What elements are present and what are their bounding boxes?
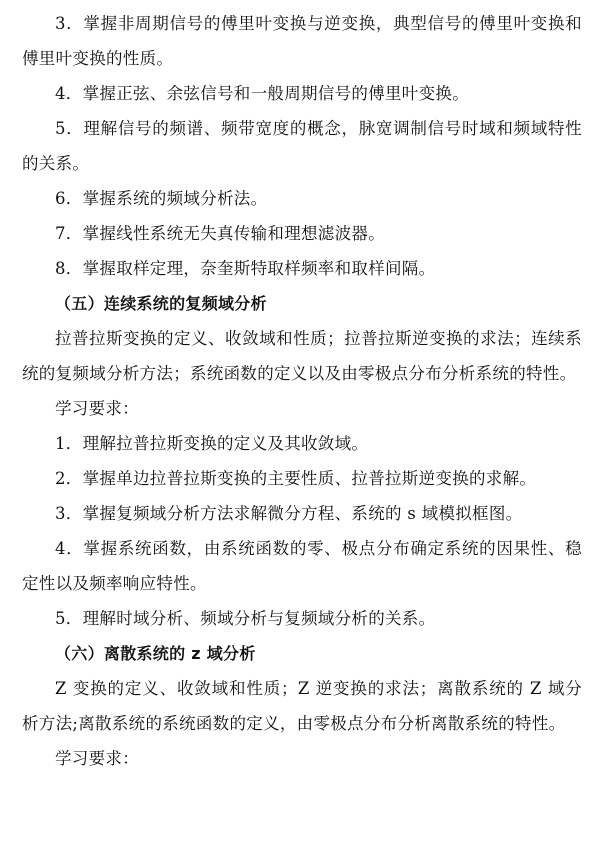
section-5-summary: 拉普拉斯变换的定义、收敛域和性质；拉普拉斯逆变换的求法；连续系统的复频域分析方法；系统函数的定义以及由零极点分布分析系统的特性。 (22, 329, 582, 383)
list-item-2: 2．掌握单边拉普拉斯变换的主要性质、拉普拉斯逆变换的求解。 (55, 469, 537, 488)
list-item-5: 5．理解信号的频谱、频带宽度的概念，脉宽调制信号时域和频域特性的关系。 (22, 119, 582, 173)
list-item-1: 1．理解拉普拉斯变换的定义及其收敛域。 (55, 434, 369, 453)
section-heading-6: （六）离散系统的 z 域分析 (55, 644, 256, 663)
list-item-3: 3．掌握非周期信号的傅里叶变换与逆变换，典型信号的傅里叶变换和傅里叶变换的性质。 (22, 14, 582, 68)
list-item-8: 8．掌握取样定理，奈奎斯特取样频率和取样间隔。 (55, 259, 436, 278)
list-item-5b: 5．理解时域分析、频域分析与复频域分析的关系。 (55, 609, 436, 628)
learning-requirements-label: 学习要求： (55, 399, 139, 418)
list-item-4b: 4．掌握系统函数，由系统函数的零、极点分布确定系统的因果性、稳定性以及频率响应特性。 (22, 539, 582, 593)
list-item-4: 4．掌握正弦、余弦信号和一般周期信号的傅里叶变换。 (55, 84, 469, 103)
learning-requirements-label-2: 学习要求： (55, 749, 139, 768)
list-item-7: 7．掌握线性系统无失真传输和理想滤波器。 (55, 224, 385, 243)
list-item-3b: 3．掌握复频域分析方法求解微分方程、系统的 s 域模拟框图。 (55, 504, 523, 523)
section-6-summary: Z 变换的定义、收敛域和性质；Z 逆变换的求法；离散系统的 Z 域分析方法;离散系统的系统函数的定义，由零极点分布分析离散系统的特性。 (22, 679, 582, 733)
section-heading-5: （五）连续系统的复频域分析 (55, 294, 267, 313)
list-item-6: 6．掌握系统的频域分析法。 (55, 189, 268, 208)
